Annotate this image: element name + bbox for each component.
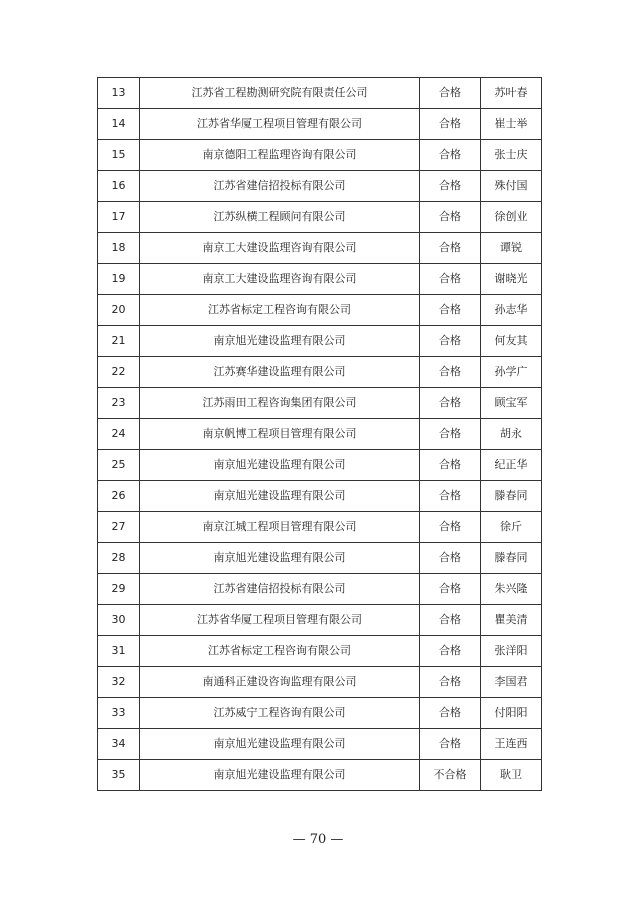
table-row xyxy=(98,78,542,109)
row-number-cell: 15 xyxy=(98,140,140,171)
company-name-cell: 江苏省标定工程咨询有限公司 xyxy=(140,295,420,326)
row-number-cell: 16 xyxy=(98,171,140,202)
table-row xyxy=(98,357,542,388)
company-name-cell: 江苏省标定工程咨询有限公司 xyxy=(140,636,420,667)
person-name-cell: 崔士举 xyxy=(481,109,542,140)
table-row xyxy=(98,512,542,543)
table-row xyxy=(98,729,542,760)
company-name-cell: 南京旭光建设监理有限公司 xyxy=(140,481,420,512)
row-number-cell: 28 xyxy=(98,543,140,574)
row-number-cell: 31 xyxy=(98,636,140,667)
company-name-cell: 南京江城工程项目管理有限公司 xyxy=(140,512,420,543)
row-number-cell: 24 xyxy=(98,419,140,450)
company-name-cell: 江苏威宁工程咨询有限公司 xyxy=(140,698,420,729)
row-number-cell: 23 xyxy=(98,388,140,419)
row-number-cell: 29 xyxy=(98,574,140,605)
company-name-cell: 江苏省建信招投标有限公司 xyxy=(140,574,420,605)
person-name-cell: 滕春同 xyxy=(481,481,542,512)
table-row xyxy=(98,543,542,574)
company-name-cell: 江苏纵横工程顾问有限公司 xyxy=(140,202,420,233)
table-row xyxy=(98,698,542,729)
row-number-cell: 27 xyxy=(98,512,140,543)
person-name-cell: 顾宝军 xyxy=(481,388,542,419)
table-row xyxy=(98,109,542,140)
result-cell: 合格 xyxy=(420,78,481,109)
result-cell: 合格 xyxy=(420,574,481,605)
person-name-cell: 殊付国 xyxy=(481,171,542,202)
company-name-cell: 江苏省建信招投标有限公司 xyxy=(140,171,420,202)
result-cell: 合格 xyxy=(420,109,481,140)
row-number-cell: 35 xyxy=(98,760,140,791)
result-cell: 合格 xyxy=(420,450,481,481)
person-name-cell: 付阳阳 xyxy=(481,698,542,729)
result-cell: 合格 xyxy=(420,543,481,574)
table-row xyxy=(98,233,542,264)
result-cell: 合格 xyxy=(420,357,481,388)
table-row xyxy=(98,605,542,636)
result-cell: 合格 xyxy=(420,388,481,419)
person-name-cell: 孙志华 xyxy=(481,295,542,326)
person-name-cell: 谢晓光 xyxy=(481,264,542,295)
result-cell: 合格 xyxy=(420,233,481,264)
table-row xyxy=(98,171,542,202)
company-name-cell: 南通科正建设咨询监理有限公司 xyxy=(140,667,420,698)
table-row xyxy=(98,295,542,326)
result-cell: 合格 xyxy=(420,202,481,233)
company-name-cell: 南京旭光建设监理有限公司 xyxy=(140,543,420,574)
company-name-cell: 江苏省华厦工程项目管理有限公司 xyxy=(140,605,420,636)
result-cell: 合格 xyxy=(420,419,481,450)
company-name-cell: 江苏省华厦工程项目管理有限公司 xyxy=(140,109,420,140)
result-cell: 合格 xyxy=(420,326,481,357)
person-name-cell: 瞿美清 xyxy=(481,605,542,636)
table-row xyxy=(98,326,542,357)
company-name-cell: 南京德阳工程监理咨询有限公司 xyxy=(140,140,420,171)
company-name-cell: 南京工大建设监理咨询有限公司 xyxy=(140,264,420,295)
person-name-cell: 王连西 xyxy=(481,729,542,760)
table-row xyxy=(98,481,542,512)
row-number-cell: 19 xyxy=(98,264,140,295)
company-name-cell: 南京帆博工程项目管理有限公司 xyxy=(140,419,420,450)
person-name-cell: 纪正华 xyxy=(481,450,542,481)
result-cell: 合格 xyxy=(420,729,481,760)
person-name-cell: 何友其 xyxy=(481,326,542,357)
company-name-cell: 南京旭光建设监理有限公司 xyxy=(140,729,420,760)
inspection-results-table xyxy=(97,77,542,791)
person-name-cell: 徐斤 xyxy=(481,512,542,543)
person-name-cell: 李国君 xyxy=(481,667,542,698)
table-row xyxy=(98,636,542,667)
row-number-cell: 18 xyxy=(98,233,140,264)
row-number-cell: 14 xyxy=(98,109,140,140)
person-name-cell: 苏叶春 xyxy=(481,78,542,109)
person-name-cell: 朱兴隆 xyxy=(481,574,542,605)
person-name-cell: 张洋阳 xyxy=(481,636,542,667)
result-cell: 合格 xyxy=(420,512,481,543)
table-row xyxy=(98,140,542,171)
table-body xyxy=(98,78,542,791)
row-number-cell: 32 xyxy=(98,667,140,698)
person-name-cell: 张士庆 xyxy=(481,140,542,171)
row-number-cell: 21 xyxy=(98,326,140,357)
person-name-cell: 徐创业 xyxy=(481,202,542,233)
result-cell: 合格 xyxy=(420,636,481,667)
person-name-cell: 耿卫 xyxy=(481,760,542,791)
result-cell: 合格 xyxy=(420,481,481,512)
row-number-cell: 20 xyxy=(98,295,140,326)
row-number-cell: 17 xyxy=(98,202,140,233)
person-name-cell: 孙学广 xyxy=(481,357,542,388)
row-number-cell: 25 xyxy=(98,450,140,481)
table-row xyxy=(98,667,542,698)
result-cell: 合格 xyxy=(420,698,481,729)
row-number-cell: 33 xyxy=(98,698,140,729)
company-name-cell: 南京工大建设监理咨询有限公司 xyxy=(140,233,420,264)
table-row xyxy=(98,388,542,419)
company-name-cell: 南京旭光建设监理有限公司 xyxy=(140,326,420,357)
table-row xyxy=(98,450,542,481)
result-cell: 合格 xyxy=(420,171,481,202)
row-number-cell: 26 xyxy=(98,481,140,512)
result-cell: 合格 xyxy=(420,140,481,171)
person-name-cell: 胡永 xyxy=(481,419,542,450)
person-name-cell: 谭锐 xyxy=(481,233,542,264)
result-cell: 合格 xyxy=(420,295,481,326)
company-name-cell: 江苏雨田工程咨询集团有限公司 xyxy=(140,388,420,419)
row-number-cell: 22 xyxy=(98,357,140,388)
company-name-cell: 江苏赛华建设监理有限公司 xyxy=(140,357,420,388)
table-row xyxy=(98,760,542,791)
table-row xyxy=(98,574,542,605)
table-row xyxy=(98,202,542,233)
table-row xyxy=(98,419,542,450)
row-number-cell: 13 xyxy=(98,78,140,109)
company-name-cell: 南京旭光建设监理有限公司 xyxy=(140,760,420,791)
result-cell: 合格 xyxy=(420,667,481,698)
page-number: — 70 — xyxy=(292,832,344,847)
result-cell: 合格 xyxy=(420,264,481,295)
result-cell: 合格 xyxy=(420,605,481,636)
row-number-cell: 34 xyxy=(98,729,140,760)
row-number-cell: 30 xyxy=(98,605,140,636)
person-name-cell: 滕春同 xyxy=(481,543,542,574)
company-name-cell: 南京旭光建设监理有限公司 xyxy=(140,450,420,481)
result-cell: 不合格 xyxy=(420,760,481,791)
company-name-cell: 江苏省工程勘测研究院有限责任公司 xyxy=(140,78,420,109)
table-row xyxy=(98,264,542,295)
